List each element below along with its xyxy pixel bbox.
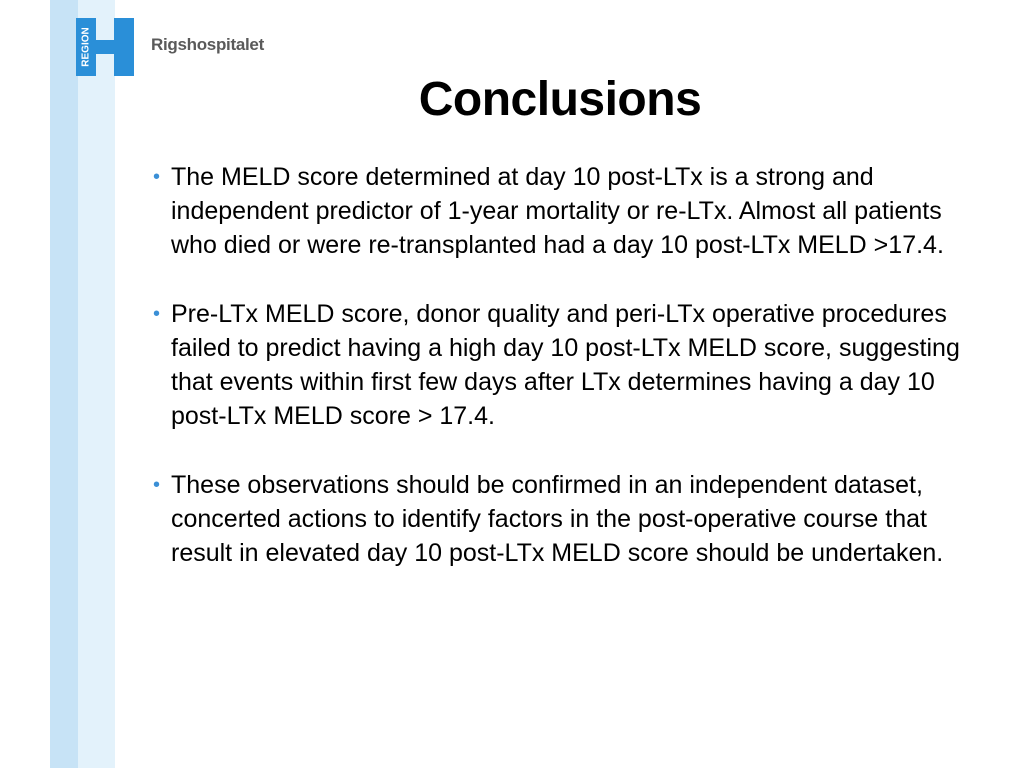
bullet-dot-icon: •: [153, 166, 161, 188]
bullet-text: These observations should be confirmed in an independent dataset, concerted actions to identify factors in the post-operative course that result in elevated day 10 post-LTx MELD score should be undertaken.: [171, 471, 944, 567]
logo-region-text: REGION: [80, 27, 92, 67]
bullet-text: The MELD score determined at day 10 post-LTx is a strong and independent predictor of 1-year mortality or re-LTx. Almost all patients who died or were re-transplanted had a day 10 post-LTx MELD >17.4.: [171, 163, 944, 259]
bullet-item: [150, 160, 970, 262]
bullet-dot-icon: •: [153, 303, 161, 325]
slide-title: Conclusions: [418, 73, 702, 126]
decorative-stripe: [50, 0, 78, 768]
bullet-dot-icon: •: [153, 474, 161, 496]
bullet-list: [150, 160, 970, 605]
bullet-item: [150, 297, 970, 433]
bullet-text: Pre-LTx MELD score, donor quality and peri-LTx operative procedures failed to predict having a high day 10 post-LTx MELD score, suggesting that events within first few days after LTx determines having a day 10 post-LTx MELD score > 17.4.: [171, 300, 960, 430]
region-h-logo: [76, 18, 134, 76]
hospital-name: Rigshospitalet: [151, 35, 264, 54]
bullet-item: [150, 468, 970, 570]
decorative-stripe: [78, 0, 115, 768]
